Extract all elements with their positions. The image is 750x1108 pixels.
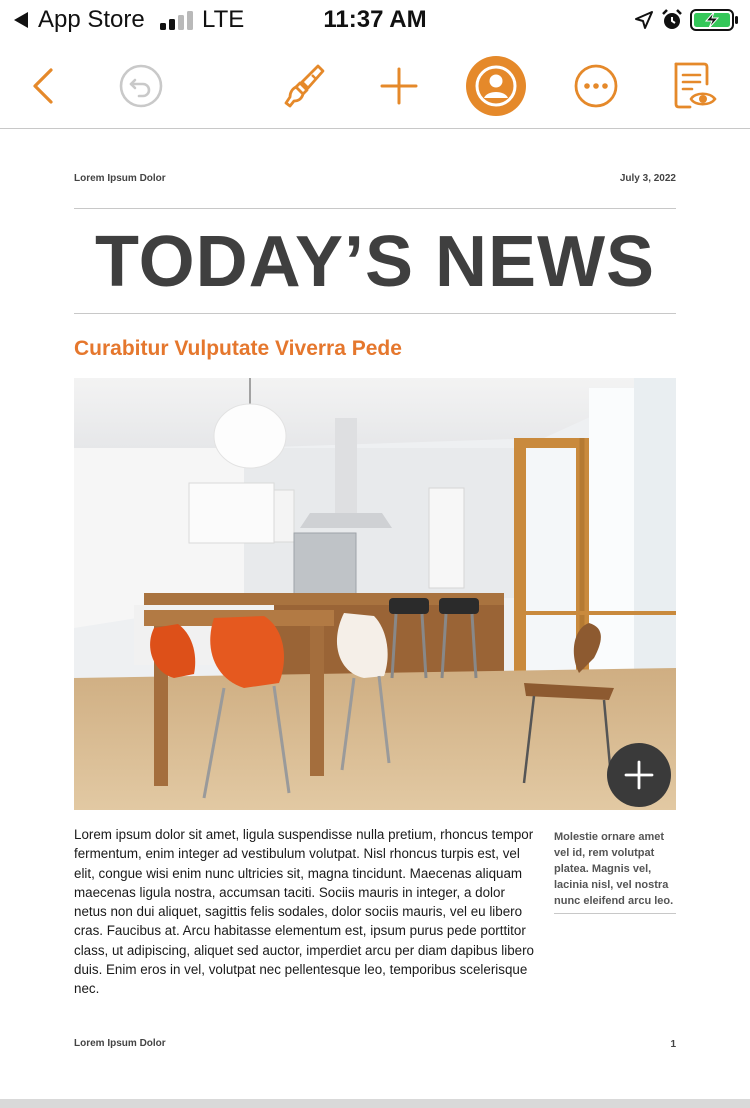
article-body[interactable]: Lorem ipsum dolor sit amet, ligula suspendisse nulla pretium, rhoncus tempor fermentum, enim integer ad vestibulum volutpat. Nisl rhoncus turpis est, vel elit, congue wisi enim nunc ultricies sit, magna tincidunt. Maecenas aliquam maecenas ligula nostra, accumsan taciti. Sociis mauris in integer, a dolor netus non dui aliquet, sagittis felis sodales, dolor sociis mauris, vel eu libero cras. Faucibus at. Arcu habitasse elementum est, ipsum purus pede porttitor class, ut adipiscing, aliquet sed auctor, imperdiet arcu per diam dapibus libero duis. Enim eros in vel, volutpat nec pellentesque leo, temporibus scelerisque nec. (74, 827, 534, 997)
page-number: 1 (670, 1039, 676, 1050)
page-footer-left[interactable]: Lorem Ipsum Dolor (74, 1038, 166, 1049)
back-app-label[interactable]: App Store (38, 6, 145, 33)
alarm-clock-icon (660, 8, 684, 32)
divider (74, 313, 676, 314)
clock: 11:37 AM (323, 6, 427, 33)
toolbar (0, 42, 750, 129)
more-button[interactable] (566, 56, 626, 116)
page-edge (0, 1099, 750, 1108)
page-header-left[interactable]: Lorem Ipsum Dolor (74, 173, 166, 184)
masthead-title[interactable]: TODAY’S NEWS (94, 222, 656, 302)
undo-icon (118, 63, 164, 109)
pull-quote[interactable]: Molestie ornare amet vel id, rem volutpat platea. Magnis vel, lacinia nisl, vel nostra nunc eleifend arcu leo. (554, 831, 674, 907)
plus-icon (623, 759, 655, 791)
kitchen-photo[interactable] (74, 378, 676, 810)
page-header-date[interactable]: July 3, 2022 (619, 173, 676, 184)
more-ellipsis-icon (573, 63, 619, 109)
status-bar (0, 0, 750, 42)
format-button[interactable] (273, 56, 333, 116)
pull-quote-divider (554, 913, 676, 914)
network-type: LTE (202, 6, 245, 33)
insert-button[interactable] (369, 56, 429, 116)
divider (74, 208, 676, 209)
collaborate-button[interactable] (466, 56, 526, 116)
document-page[interactable] (0, 129, 750, 1099)
reading-view-icon (670, 60, 718, 112)
undo-button[interactable] (111, 56, 171, 116)
battery-charging-icon (690, 8, 740, 32)
insert-plus-icon (378, 65, 420, 107)
reading-view-button[interactable] (664, 56, 724, 116)
collaborate-person-icon (466, 56, 526, 116)
article-headline[interactable]: Curabitur Vulputate Viverra Pede (74, 337, 402, 360)
location-arrow-icon (633, 9, 655, 31)
back-chevron-icon (27, 66, 61, 106)
add-media-button[interactable] (607, 743, 671, 807)
back-button[interactable] (14, 56, 74, 116)
format-brush-icon (278, 61, 328, 111)
